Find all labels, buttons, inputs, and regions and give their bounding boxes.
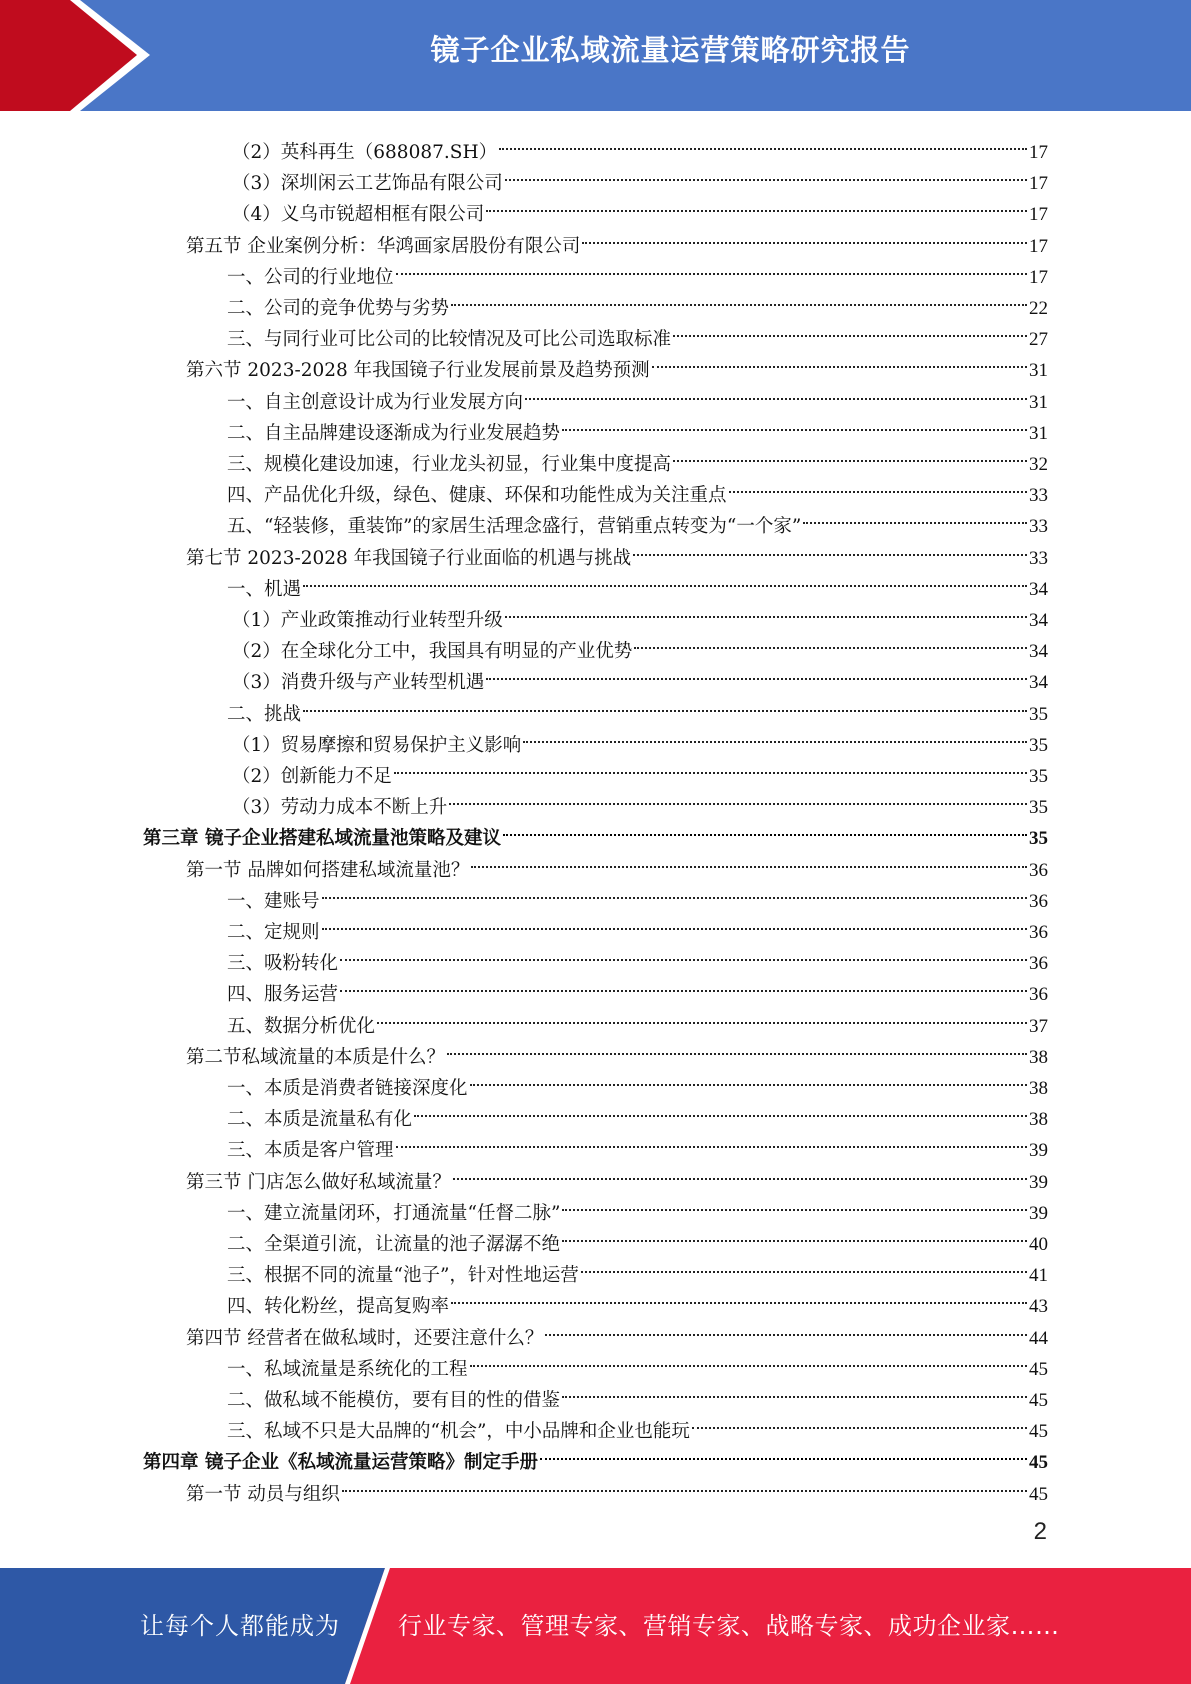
toc-entry-title: 五、数据分析优化: [227, 1015, 376, 1037]
toc-leader-dots: [414, 1094, 1027, 1125]
toc-entry[interactable]: [186, 1157, 1048, 1193]
toc-entry[interactable]: [232, 782, 1048, 819]
toc-entry[interactable]: [186, 845, 1048, 881]
toc-entry-page: 45: [1029, 1483, 1048, 1505]
toc-leader-dots: [396, 1125, 1027, 1156]
toc-entry[interactable]: [227, 1188, 1048, 1224]
toc-entry[interactable]: [227, 876, 1048, 912]
toc-entry-title: 一、私域流量是系统化的工程: [227, 1358, 468, 1380]
toc-entry[interactable]: [232, 127, 1048, 163]
toc-leader-dots: [303, 564, 1027, 595]
toc-entry[interactable]: [227, 314, 1048, 351]
toc-entry-title: （2）英科再生（688087.SH）: [232, 142, 498, 163]
toc-entry-title: 第三章 镜子企业搭建私域流量池策略及建议: [143, 828, 501, 850]
toc-entry-title: 四、转化粉丝，提高复购率: [227, 1296, 450, 1318]
toc-entry-page: 17: [1029, 142, 1048, 163]
toc-entry-page: 41: [1029, 1265, 1048, 1287]
toc-leader-dots: [562, 1375, 1027, 1406]
toc-entry-title: （3）劳动力成本不断上升: [232, 797, 448, 819]
toc-entry-title: 三、规模化建设加速，行业龙头初显，行业集中度提高: [227, 454, 672, 475]
toc-entry-title: 一、公司的行业地位: [227, 266, 394, 288]
report-footer: [0, 1568, 1191, 1684]
toc-entry-page: 43: [1029, 1296, 1048, 1318]
toc-entry-page: 32: [1029, 454, 1048, 475]
toc-entry-title: 一、自主创意设计成为行业发展方向: [227, 391, 524, 413]
toc-entry-title: 一、本质是消费者链接深度化: [227, 1078, 468, 1099]
toc-entry-page: 39: [1029, 1171, 1048, 1193]
toc-entry-page: 22: [1029, 298, 1048, 319]
toc-leader-dots: [340, 969, 1027, 1000]
toc-leader-dots: [470, 1063, 1027, 1094]
toc-leader-dots: [633, 533, 1027, 564]
toc-entry-page: 31: [1029, 360, 1048, 382]
toc-leader-dots: [634, 626, 1027, 657]
toc-entry-title: 第六节 2023-2028 年我国镜子行业发展前景及趋势预测: [186, 360, 650, 382]
toc-entry[interactable]: [186, 221, 1048, 257]
toc-entry-title: （1）贸易摩擦和贸易保护主义影响: [232, 734, 522, 756]
toc-entry-page: 34: [1029, 641, 1048, 663]
toc-entry[interactable]: [227, 1125, 1048, 1162]
toc-leader-dots: [503, 813, 1027, 844]
toc-leader-dots: [540, 1437, 1027, 1468]
toc-entry[interactable]: [186, 1032, 1048, 1068]
page-number: 2: [1033, 1518, 1047, 1545]
toc-entry[interactable]: [186, 1469, 1048, 1505]
toc-leader-dots: [470, 1344, 1027, 1375]
toc-leader-dots: [340, 938, 1027, 969]
toc-leader-dots: [523, 720, 1027, 751]
toc-leader-dots: [303, 689, 1027, 720]
header-red-arrow: [0, 0, 137, 111]
toc-leader-dots: [342, 1469, 1027, 1500]
toc-entry-page: 31: [1029, 422, 1048, 444]
toc-entry-page: 27: [1029, 329, 1048, 351]
toc-entry-title: 第一节 动员与组织: [186, 1483, 340, 1505]
toc-leader-dots: [652, 345, 1027, 376]
toc-entry-title: （1）产业政策推动行业转型升级: [232, 610, 503, 631]
toc-entry-title: 第五节 企业案例分析：华鸿画家居股份有限公司: [186, 235, 581, 257]
toc-entry-page: 39: [1029, 1202, 1048, 1224]
toc-entry-title: （2）在全球化分工中，我国具有明显的产业优势: [232, 641, 633, 663]
toc-entry-title: 二、公司的竞争优势与劣势: [227, 298, 450, 319]
toc-entry[interactable]: [227, 252, 1048, 288]
toc-entry-page: 38: [1029, 1078, 1048, 1099]
toc-entry-title: 二、本质是流量私有化: [227, 1109, 413, 1131]
toc-entry-title: 一、建立流量闭环，打通流量“任督二脉”: [227, 1202, 561, 1224]
toc-entry[interactable]: [143, 1437, 1048, 1474]
toc-entry-page: 45: [1029, 1421, 1048, 1443]
toc-entry[interactable]: [227, 1406, 1048, 1443]
toc-entry-page: 33: [1029, 547, 1048, 569]
toc-entry[interactable]: [227, 1063, 1048, 1099]
toc-entry[interactable]: [227, 501, 1048, 538]
toc-entry-page: 40: [1029, 1234, 1048, 1255]
toc-entry-page: 33: [1029, 485, 1048, 507]
toc-entry-title: 一、机遇: [227, 578, 302, 600]
footer-slogan-left: 让每个人都能成为: [140, 1612, 340, 1640]
toc-entry-page: 36: [1029, 922, 1048, 943]
toc-entry-page: 44: [1029, 1327, 1048, 1349]
toc-entry-title: 四、服务运营: [227, 984, 339, 1006]
toc-entry-page: 35: [1029, 734, 1048, 756]
toc-entry-title: 第四章 镜子企业《私域流量运营策略》制定手册: [143, 1452, 538, 1474]
toc-entry-title: 第七节 2023-2028 年我国镜子行业面临的机遇与挑战: [186, 547, 632, 569]
toc-entry-page: 17: [1029, 204, 1048, 226]
toc-entry[interactable]: [227, 564, 1048, 600]
toc-entry[interactable]: [227, 408, 1048, 444]
toc-entry[interactable]: [227, 1375, 1048, 1411]
toc-entry[interactable]: [227, 938, 1048, 975]
toc-leader-dots: [562, 408, 1027, 439]
toc-entry-page: 38: [1029, 1109, 1048, 1131]
toc-leader-dots: [394, 751, 1027, 782]
toc-entry[interactable]: [186, 345, 1048, 382]
toc-entry-title: 二、自主品牌建设逐渐成为行业发展趋势: [227, 422, 561, 444]
toc-entry[interactable]: [232, 626, 1048, 663]
toc-entry[interactable]: [227, 470, 1048, 507]
toc-entry-title: （3）消费升级与产业转型机遇: [232, 672, 485, 694]
toc-entry-page: 35: [1029, 828, 1048, 850]
toc-entry-page: 34: [1029, 672, 1048, 694]
toc-leader-dots: [377, 1001, 1027, 1032]
toc-entry-title: 三、根据不同的流量“池子”，针对性地运营: [227, 1265, 579, 1287]
toc-leader-dots: [505, 158, 1027, 189]
toc-entry[interactable]: [227, 1344, 1048, 1380]
toc-leader-dots: [447, 1032, 1027, 1063]
toc-entry-page: 45: [1029, 1452, 1048, 1474]
toc-leader-dots: [486, 189, 1027, 220]
toc-leader-dots: [525, 377, 1027, 408]
toc-entry-title: 二、定规则: [227, 922, 320, 943]
toc-entry-page: 45: [1029, 1358, 1048, 1380]
toc-entry-title: 三、吸粉转化: [227, 953, 339, 975]
toc-entry[interactable]: [143, 813, 1048, 850]
toc-entry-title: （3）深圳闲云工艺饰品有限公司: [232, 173, 503, 195]
toc-leader-dots: [453, 1157, 1027, 1188]
toc-entry[interactable]: [227, 377, 1048, 413]
toc-entry[interactable]: [227, 907, 1048, 943]
toc-entry-page: 35: [1029, 766, 1048, 787]
toc-entry-title: 第三节 门店怎么做好私域流量？: [186, 1171, 451, 1193]
toc-entry-page: 17: [1029, 266, 1048, 288]
toc-entry-page: 36: [1029, 984, 1048, 1006]
toc-entry[interactable]: [227, 1250, 1048, 1287]
toc-entry-page: 37: [1029, 1015, 1048, 1037]
toc-entry-page: 39: [1029, 1140, 1048, 1162]
toc-entry-page: 35: [1029, 703, 1048, 725]
toc-entry[interactable]: [186, 1313, 1048, 1349]
toc-leader-dots: [505, 595, 1027, 626]
toc-entry-title: （2）创新能力不足: [232, 766, 392, 787]
toc-entry-title: 二、全渠道引流，让流量的池子潺潺不绝: [227, 1234, 561, 1255]
toc-entry[interactable]: [232, 595, 1048, 631]
toc-entry-title: 二、做私域不能模仿，要有目的性的借鉴: [227, 1390, 561, 1411]
toc-leader-dots: [486, 657, 1027, 688]
toc-leader-dots: [499, 127, 1027, 158]
report-header: [0, 0, 1191, 111]
toc-entry[interactable]: [232, 720, 1048, 756]
toc-leader-dots: [322, 907, 1027, 938]
toc-entry-page: 36: [1029, 890, 1048, 912]
toc-leader-dots: [545, 1313, 1027, 1344]
toc-entry[interactable]: [227, 969, 1048, 1006]
toc-leader-dots: [692, 1406, 1027, 1437]
toc-entry-title: 三、与同行业可比公司的比较情况及可比公司选取标准: [227, 329, 672, 351]
toc-entry-title: 一、建账号: [227, 890, 320, 912]
toc-entry-page: 38: [1029, 1046, 1048, 1068]
toc-entry-page: 36: [1029, 953, 1048, 975]
report-title: 镜子企业私域流量运营策略研究报告: [430, 33, 911, 67]
toc-entry-page: 33: [1029, 516, 1048, 538]
toc-entry-page: 35: [1029, 797, 1048, 819]
toc-entry-title: （4）义乌市锐超相框有限公司: [232, 204, 485, 226]
toc-entry-title: 五、“轻装修，重装饰”的家居生活理念盛行，营销重点转变为“一个家”: [227, 516, 802, 538]
toc-leader-dots: [562, 1188, 1027, 1219]
toc-leader-dots: [729, 470, 1027, 501]
toc-entry[interactable]: [227, 689, 1048, 725]
toc-leader-dots: [451, 283, 1027, 314]
toc-entry-page: 36: [1029, 859, 1048, 881]
toc-entry[interactable]: [232, 189, 1048, 226]
toc-entry-page: 34: [1029, 610, 1048, 631]
toc-entry[interactable]: [232, 657, 1048, 694]
toc-leader-dots: [581, 1250, 1027, 1281]
toc-entry-page: 34: [1029, 578, 1048, 600]
toc-entry[interactable]: [186, 533, 1048, 569]
toc-leader-dots: [471, 845, 1027, 876]
toc-entry-page: 17: [1029, 235, 1048, 257]
toc-entry-title: 第一节 品牌如何搭建私域流量池？: [186, 859, 470, 881]
toc-entry-title: 第四节 经营者在做私域时，还要注意什么？: [186, 1327, 544, 1349]
toc-leader-dots: [803, 501, 1027, 532]
toc-leader-dots: [449, 782, 1027, 813]
toc-leader-dots: [322, 876, 1027, 907]
toc-entry[interactable]: [227, 283, 1048, 319]
toc-leader-dots: [673, 314, 1027, 345]
toc-entry[interactable]: [227, 1094, 1048, 1131]
toc-entry[interactable]: [232, 751, 1048, 787]
toc-entry[interactable]: [227, 1001, 1048, 1037]
toc-entry-title: 三、本质是客户管理: [227, 1140, 394, 1162]
toc-entry-title: 二、挑战: [227, 703, 302, 725]
toc-entry[interactable]: [232, 158, 1048, 195]
toc-entry-title: 四、产品优化升级，绿色、健康、环保和功能性成为关注重点: [227, 485, 727, 507]
footer-slogan-right: 行业专家、管理专家、营销专家、战略专家、成功企业家……: [398, 1612, 1060, 1640]
toc-leader-dots: [451, 1281, 1027, 1312]
toc-entry[interactable]: [227, 1219, 1048, 1255]
toc-entry[interactable]: [227, 439, 1048, 475]
toc-entry-title: 第二节私域流量的本质是什么？: [186, 1046, 446, 1068]
toc-leader-dots: [396, 252, 1027, 283]
toc-leader-dots: [562, 1219, 1027, 1250]
toc-entry-page: 45: [1029, 1390, 1048, 1411]
toc-leader-dots: [582, 221, 1027, 252]
toc-entry-page: 17: [1029, 173, 1048, 195]
toc-leader-dots: [673, 439, 1027, 470]
toc-entry[interactable]: [227, 1281, 1048, 1318]
toc-entry-page: 31: [1029, 391, 1048, 413]
toc-entry-title: 三、私域不只是大品牌的“机会”，中小品牌和企业也能玩: [227, 1421, 690, 1443]
